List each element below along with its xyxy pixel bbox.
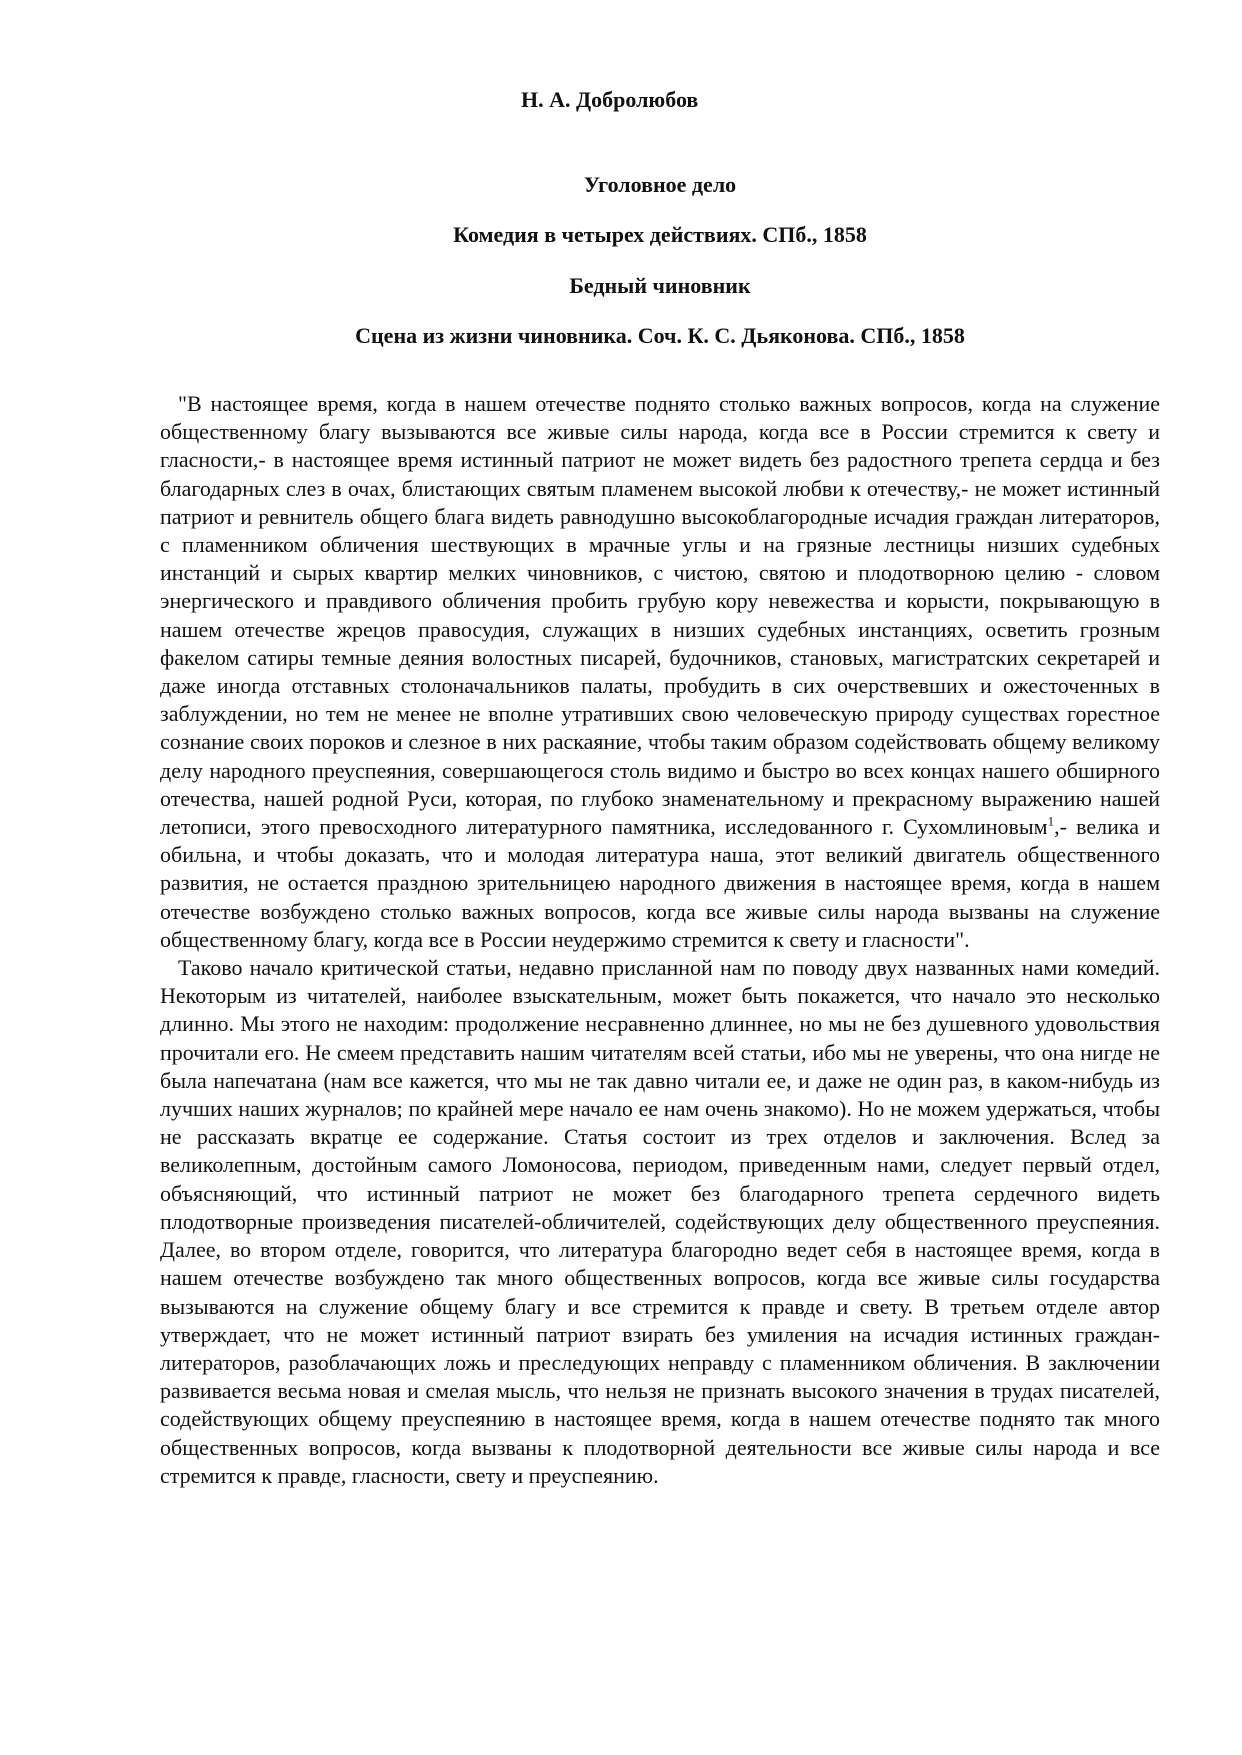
paragraph-1-part-b: ,- велика и обильна, и чтобы доказать, что и молодая литература наша, этот великий двигатель общественного развития, не остается праздною зрительницею народного движения в настоящее время, когда в нашем отечестве возбуждено столько важных вопросов, когда все живые силы народа вызваны на служение общественному благу, когда все в России неудержимо стремится к свету и гласности". [160,814,1160,952]
paragraph-2: Таково начало критической статьи, недавно присланной нам по поводу двух названных нами комедий. Некоторым из читателей, наиболее взыскательным, может быть покажется, что начало это несколько длинно. Мы этого не находим: продолжение несравненно длиннее, но мы не без душевного удовольствия прочитали его. Не смеем представить нашим читателям всей статьи, ибо мы не уверены, что она нигде не была напечатана (нам все кажется, что мы не так давно читали ее, и даже не один раз, в каком-нибудь из лучших наших журналов; по крайней мере начало ее нам очень знакомо). Но не можем удержаться, чтобы не рассказать вкратце ее содержание. Статья состоит из трех отделов и заключения. Вслед за великолепным, достойным самого Ломоносова, периодом, приведенным нами, следует первый отдел, объясняющий, что истинный патриот не может без благодарного трепета сердечного видеть плодотворные произведения писателей-обличителей, содействующих делу общественного преуспеяния. Далее, во втором отделе, говорится, что литература благородно ведет себя в настоящее время, когда в нашем отечестве возбуждено так много общественных вопросов, когда все живые силы государства вызываются на служение общему благу и все стремится к правде и свету. В третьем отделе автор утверждает, что не может истинный патриот взирать без умиления на исчадия истинных граждан-литераторов, разоблачающих ложь и преследующих неправду с пламенником обличения. В заключении развивается весьма новая и смелая мысль, что нельзя не признать высокого значения в трудах писателей, содействующих общему преуспеянию в настоящее время, когда в нашем отечестве поднято так много общественных вопросов, когда вызваны к плодотворной деятельности все живые силы народа и все стремится к правде, гласности, свету и преуспеянию. [160,955,1160,1488]
work-title-1: Уголовное дело [583,172,737,197]
article-body [160,390,1160,1490]
paragraph-1 [160,390,1160,954]
footnote-marker[interactable]: 1 [1047,813,1055,829]
work-subtitle-2: Сцена из жизни чиновника. Соч. К. С. Дьяконова. СПб., 1858 [355,323,965,348]
work-subtitle-1: Комедия в четырех действиях. СПб., 1858 [453,222,867,247]
paragraph-1-part-a: "В настоящее время, когда в нашем отечестве поднято столько важных вопросов, когда на служение общественному благу вызываются все живые силы народа, когда все в России стремится к свету и гласности,- в настоящее время истинный патриот не может видеть без радостного трепета сердца и без благодарных слез в очах, блистающих святым пламенем высокой любви к отечеству,- не может истинный патриот и ревнитель общего блага видеть равнодушно высокоблагородные исчадия граждан литераторов, с пламенником обличения шествующих в мрачные углы и на грязные лестницы низших судебных инстанций и сырых квартир мелких чиновников, с чистою, святою и плодотворною целию - словом энергического и правдивого обличения пробить грубую кору невежества и корысти, покрывающую в нашем отечестве жрецов правосудия, служащих в низших судебных инстанциях, осветить грозным факелом сатиры темные деяния волостных писарей, будочников, становых, магистратских секретарей и даже иногда отставных столоначальников палаты, пробудить в сих очерствевших и ожесточенных в заблуждении, но тем не менее не вполне утративших свою человеческую природу существах горестное сознание своих пороков и слезное в них раскаяние, чтобы таким образом содействовать общему великому делу народного преуспеяния, совершающегося столь видимо и быстро во всех концах нашего обширного отечества, нашей родной Руси, которая, по глубоко знаменательному и прекрасному выражению нашей летописи, этого превосходного литературного памятника, исследованного г. Сухомлиновым [160,391,1160,840]
work-title-2: Бедный чиновник [569,273,751,298]
author-name: Н. А. Добролюбов [521,87,699,112]
